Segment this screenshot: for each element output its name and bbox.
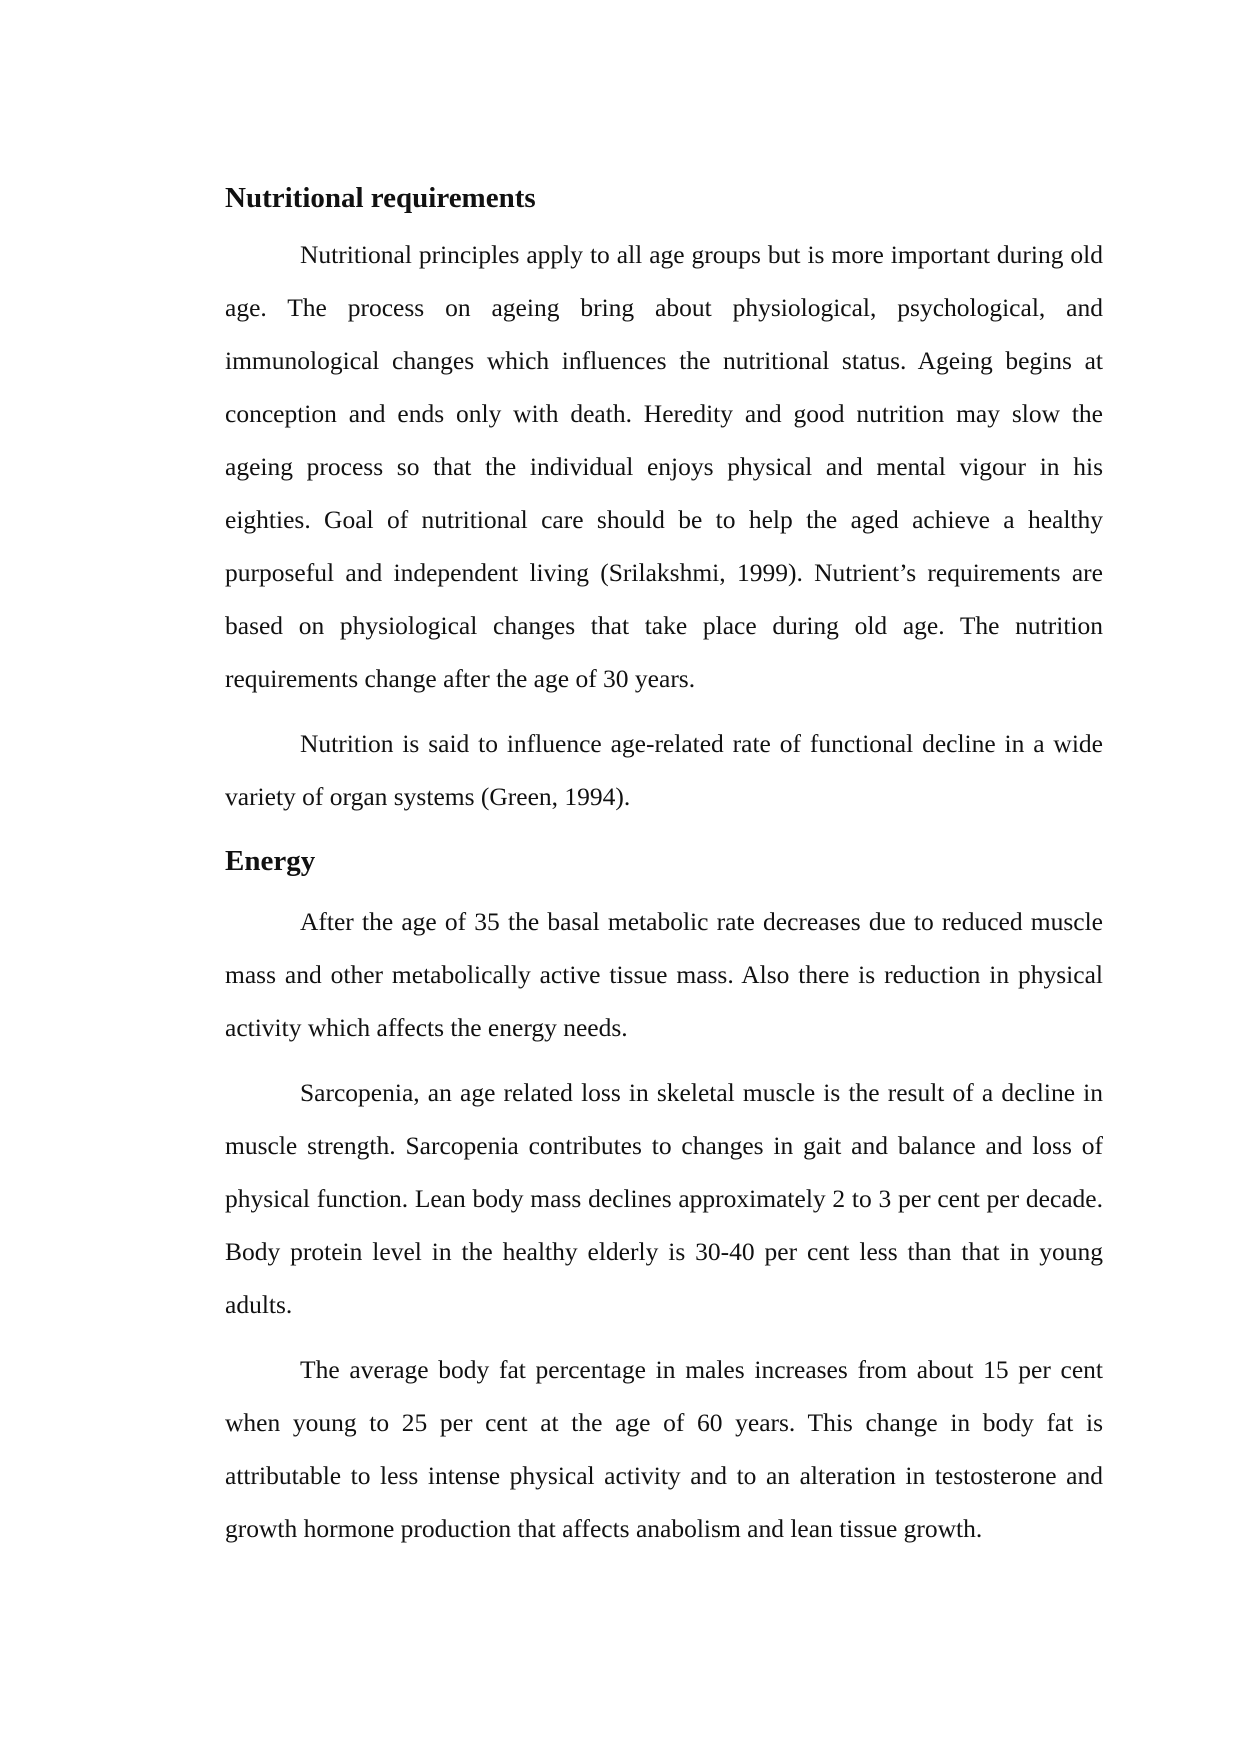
paragraph: After the age of 35 the basal metabolic rate decreases due to reduced muscle mass and other metabolically active tissue mass. Also there is reduction in physical activity which affects the energy needs. — [225, 907, 1103, 1042]
section-heading-energy: Energy — [225, 845, 316, 877]
page-content — [225, 172, 1103, 1555]
paragraph: Nutrition is said to influence age-related rate of functional decline in a wide variety of organ systems (Green, 1994). — [225, 729, 1103, 811]
paragraph: Nutritional principles apply to all age groups but is more important during old age. The process on ageing bring about physiological, psychological, and immunological changes which influences the nutritional status. Ageing begins at conception and ends only with death. Heredity and good nutrition may slow the ageing process so that the individual enjoys physical and mental vigour in his eighties. Goal of nutritional care should be to help the aged achieve a healthy purposeful and independent living (Srilakshmi, 1999). Nutrient’s requirements are based on physiological changes that take place during old age. The nutrition requirements change after the age of 30 years. — [225, 240, 1103, 693]
section-heading-nutritional-requirements: Nutritional requirements — [225, 182, 536, 214]
paragraph: The average body fat percentage in males increases from about 15 per cent when young to 25 per cent at the age of 60 years. This change in body fat is attributable to less intense physical activity and to an alteration in testosterone and growth hormone production that affects anabolism and lean tissue growth. — [225, 1355, 1103, 1543]
paragraph: Sarcopenia, an age related loss in skeletal muscle is the result of a decline in muscle strength. Sarcopenia contributes to changes in gait and balance and loss of physical function. Lean body mass declines approximately 2 to 3 per cent per decade. Body protein level in the healthy elderly is 30-40 per cent less than that in young adults. — [225, 1078, 1103, 1319]
